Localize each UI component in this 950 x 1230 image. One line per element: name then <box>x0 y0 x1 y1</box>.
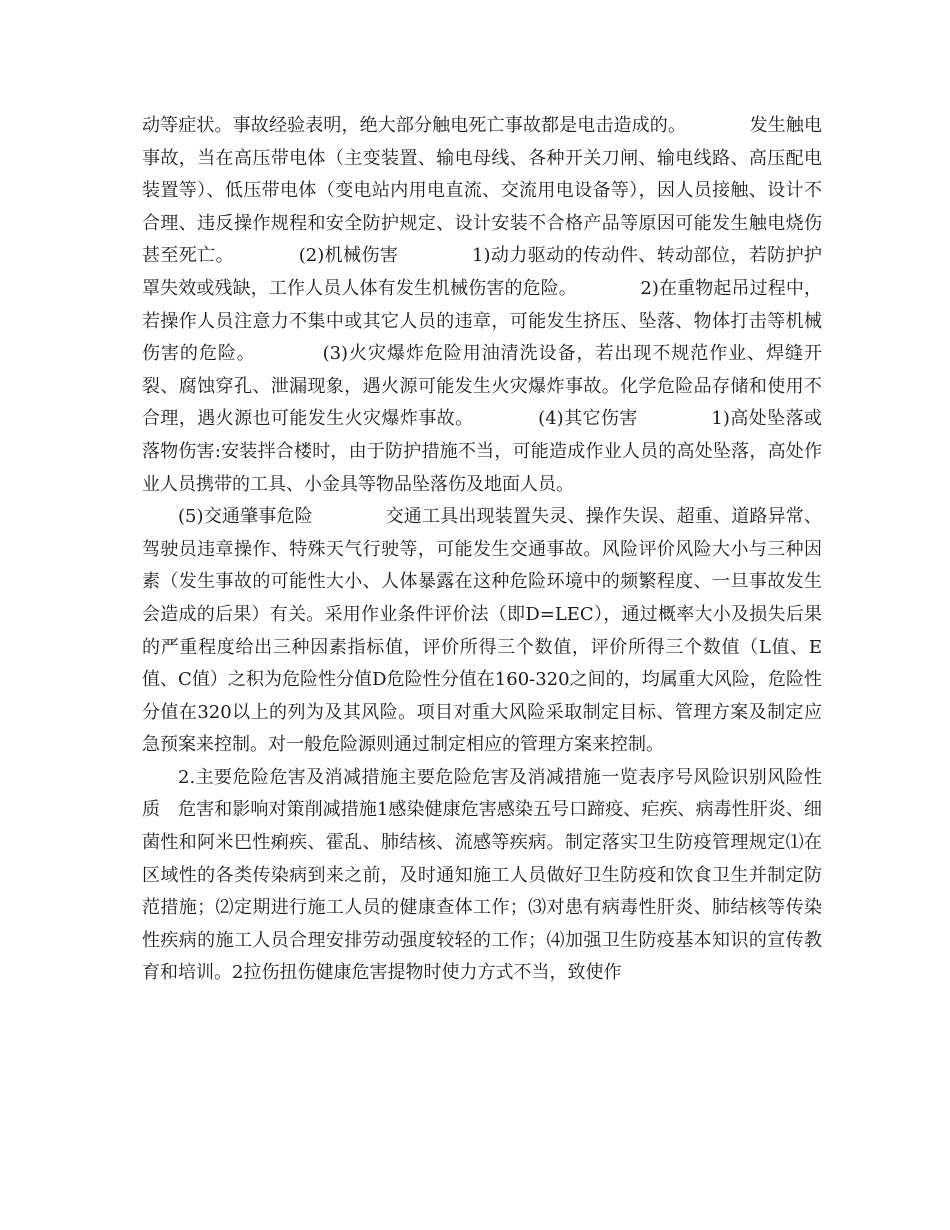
document-body <box>142 110 822 990</box>
paragraph-1: 动等症状。事故经验表明，绝大部分触电死亡事故都是电击造成的。 发生触电事故，当在高压带电体（主变装置、输电母线、各种开关刀闸、输电线路、高压配电装置等）、低压带电体（变电站内用电直流、交流用电设备等），因人员接触、设计不合理、违反操作规程和安全防护规定、设计安装不合格产品等原因可能发生触电烧伤甚至死亡。 (2)机械伤害 1)动力驱动的传动件、转动部位，若防护护罩失效或残缺，工作人员人体有发生机械伤害的危险。 2)在重物起吊过程中，若操作人员注意力不集中或其它人员的违章，可能发生挤压、坠落、物体打击等机械伤害的危险。 (3)火灾爆炸危险用油清洗设备，若出现不规范作业、焊缝开裂、腐蚀穿孔、泄漏现象，遇火源可能发生火灾爆炸事故。化学危险品存储和使用不合理，遇火源也可能发生火灾爆炸事故。 (4)其它伤害 1)高处坠落或落物伤害:安装拌合楼时，由于防护措施不当，可能造成作业人员的高处坠落，高处作业人员携带的工具、小金具等物品坠落伤及地面人员。 <box>142 115 822 495</box>
paragraph-3: 2.主要危险危害及消减措施主要危险危害及消减措施一览表序号风险识别风险性质 危害和影响对策削减措施1感染健康危害感染五号口蹄疫、疟疾、病毒性肝炎、细菌性和阿米巴性痢疾、霍乱、肺结核、流感等疾病。制定落实卫生防疫管理规定⑴在区域性的各类传染病到来之前，及时通知施工人员做好卫生防疫和饮食卫生并制定防范措施；⑵定期进行施工人员的健康查体工作；⑶对患有病毒性肝炎、肺结核等传染性疾病的施工人员合理安排劳动强度较轻的工作；⑷加强卫生防疫基本知识的宣传教育和培训。2拉伤扭伤健康危害提物时使力方式不当，致使作 <box>142 766 822 984</box>
paragraph-2: (5)交通肇事危险 交通工具出现装置失灵、操作失误、超重、道路异常、驾驶员违章操作、特殊天气行驶等，可能发生交通事故。风险评价风险大小与三种因素（发生事故的可能性大小、人体暴露在这种危险环境中的频繁程度、一旦事故发生会造成的后果）有关。采用作业条件评价法（即D=LEC），通过概率大小及损失后果的严重程度给出三种因素指标值，评价所得三个数值，评价所得三个数值（L值、E值、C值）之积为危险性分值D危险性分值在160-320之间的，均属重大风险，危险性分值在320以上的列为及其风险。项目对重大风险采取制定目标、管理方案及制定应急预案来控制。对一般危险源则通过制定相应的管理方案来控制。 <box>142 506 822 756</box>
